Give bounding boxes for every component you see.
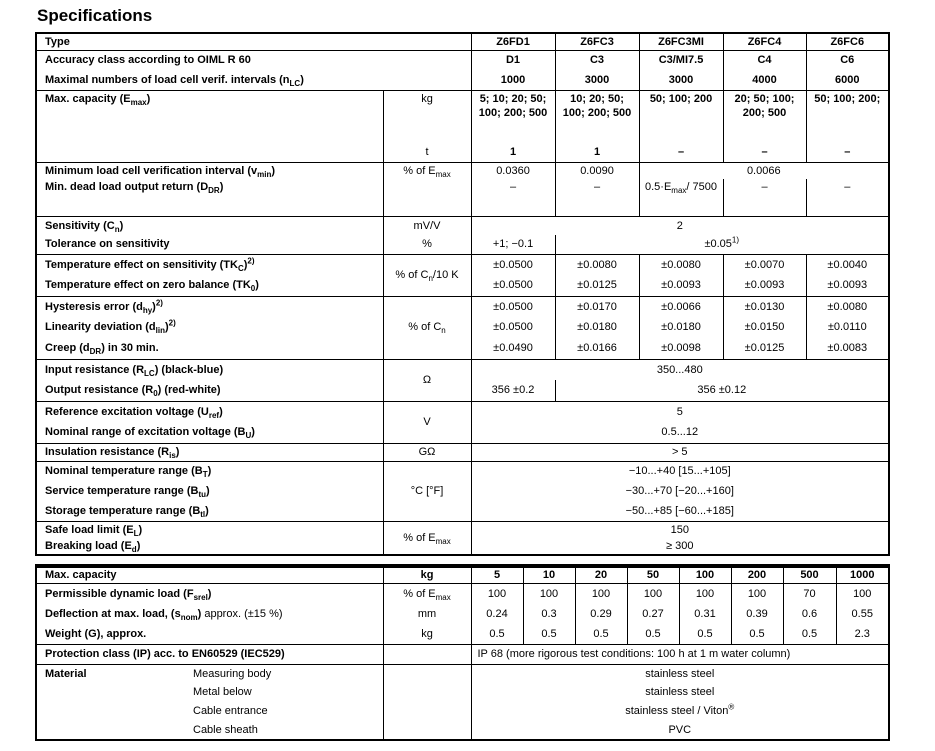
value-cell: 350...480 xyxy=(471,359,889,380)
value-cell: 1 xyxy=(471,142,555,162)
deflection-unit: mm xyxy=(383,604,471,625)
value-cell: – xyxy=(555,179,639,216)
value-cell: ±0.0080 xyxy=(639,254,723,275)
value-cell: 0.0066 xyxy=(639,162,889,179)
value-cell: stainless steel / Viton® xyxy=(471,702,889,721)
value-cell: 5 xyxy=(471,401,889,422)
weight-unit: kg xyxy=(383,625,471,644)
value-cell: – xyxy=(639,142,723,162)
column-header: Z6FC3 xyxy=(555,33,639,50)
column-header: 100 xyxy=(679,566,731,583)
page-title: Specifications xyxy=(37,6,153,25)
value-cell: 0.3 xyxy=(523,604,575,625)
row-safe-load xyxy=(36,521,889,538)
value-cell: C6 xyxy=(806,50,889,70)
material-label xyxy=(36,721,383,740)
column-header: 500 xyxy=(783,566,836,583)
row-dynamic-load xyxy=(36,583,889,604)
value-cell: 0.31 xyxy=(679,604,731,625)
tk0-label: Temperature effect on zero balance $(TK_0)$ xyxy=(45,279,259,294)
row-input-resistance xyxy=(36,359,889,380)
value-cell: ±0.0080 xyxy=(555,254,639,275)
value-cell: ±0.0093 xyxy=(639,275,723,296)
value-cell: 100 xyxy=(523,583,575,604)
material-unit xyxy=(383,683,471,702)
protection-class-label: Protection class (IP) acc. to EN60529 (IEC529) xyxy=(36,644,383,664)
value-cell: ±0.0490 xyxy=(471,338,555,359)
value-cell: ±0.0098 xyxy=(639,338,723,359)
value-cell: D1 xyxy=(471,50,555,70)
material-sub-label: Measuring body xyxy=(193,667,272,680)
hysteresis-label: Hysteresis error $(d_{hy})^{2)}$ xyxy=(36,296,383,317)
value-cell: ±0.0150 xyxy=(723,317,806,338)
value-cell: PVC xyxy=(471,721,889,740)
material-unit xyxy=(383,721,471,740)
value-cell: ≥ 300 xyxy=(471,538,889,555)
column-header: 10 xyxy=(523,566,575,583)
value-cell: – xyxy=(806,179,889,216)
value-cell: 10; 20; 50; 100; 200; 500 xyxy=(555,90,639,142)
storage-temp-label: Storage temperature range $(B_{tl})$ xyxy=(45,504,209,519)
bu-label: Nominal range of excitation voltage $(B_U)$ xyxy=(45,426,255,441)
value-cell: ±0.0040 xyxy=(806,254,889,275)
row-material-measuring-body xyxy=(36,664,889,683)
output-resistance-label: Output resistance $(R_0)$ (red-white) xyxy=(45,384,221,399)
type-label: Type xyxy=(45,35,70,48)
material-unit xyxy=(383,702,471,721)
value-cell: 150 xyxy=(471,521,889,538)
vmin-unit: % of $E_{max}$ xyxy=(383,162,471,179)
dynamic-load-unit: % of $E_{max}$ xyxy=(383,583,471,604)
deflection-label-note: approx. (±15 %) xyxy=(204,608,283,621)
value-cell: 0.5 xyxy=(627,625,679,644)
value-cell: 0.5 xyxy=(523,625,575,644)
material-head: Material xyxy=(45,667,87,680)
row-weight xyxy=(36,625,889,644)
value-cell: 0.6 xyxy=(783,604,836,625)
value-cell: stainless steel xyxy=(471,664,889,683)
value-cell: 100 xyxy=(731,583,783,604)
column-header: 1000 xyxy=(836,566,889,583)
value-cell: > 5 xyxy=(471,443,889,461)
value-cell: ±0.0083 xyxy=(806,338,889,359)
value-cell: ±0.0080 xyxy=(806,296,889,317)
column-header: Z6FC4 xyxy=(723,33,806,50)
value-cell: $\pm 0.05^{1)}$ xyxy=(555,235,889,254)
row-vmin xyxy=(36,162,889,179)
material-unit xyxy=(383,664,471,683)
value-cell: ±0.0500 xyxy=(471,317,555,338)
column-header: 5 xyxy=(471,566,523,583)
value-cell: 100 xyxy=(679,583,731,604)
breaking-load-label: Breaking load $(E_d)$ xyxy=(45,539,141,555)
emax-unit-kg: kg xyxy=(383,90,471,142)
value-cell: ±0.0500 xyxy=(471,254,555,275)
row-nominal-temp xyxy=(36,461,889,481)
value-cell: 1000 xyxy=(471,70,555,90)
column-header: 20 xyxy=(575,566,627,583)
value-cell: ±0.0500 xyxy=(471,296,555,317)
ddr-unit xyxy=(383,179,471,216)
row-emax-kg xyxy=(36,90,889,142)
row-insulation xyxy=(36,443,889,461)
resistance-unit: Ω xyxy=(383,359,471,401)
value-cell: 100 xyxy=(836,583,889,604)
value-cell: 5; 10; 20; 50; 100; 200; 500 xyxy=(471,90,555,142)
value-cell: 3000 xyxy=(555,70,639,90)
row-material-cable-sheath xyxy=(36,721,889,740)
value-cell: ±0.0170 xyxy=(555,296,639,317)
deflection-label: Deflection at max. load, $(s_{nom})$ approx. (±15 %) xyxy=(45,608,283,623)
value-cell: 356 ±0.2 xyxy=(471,380,555,401)
row-sensitivity xyxy=(36,216,889,235)
value-cell: – xyxy=(723,179,806,216)
material-label xyxy=(36,664,383,683)
emax-label: Max. capacity $(E_{max})$ xyxy=(36,90,383,162)
tolerance-label: Tolerance on sensitivity xyxy=(45,238,170,251)
value-cell: 0.5 xyxy=(783,625,836,644)
value-cell: ±0.0066 xyxy=(639,296,723,317)
value-cell: −30...+70 [−20...+160] xyxy=(471,481,889,501)
input-resistance-label: Input resistance $(R_{LC})$ (black-blue) xyxy=(36,359,383,380)
row-protection-class xyxy=(36,644,889,664)
tkc-label: Temperature effect on sensitivity $(TK_C)^{2)}$ xyxy=(36,254,383,275)
row-material-cable-entrance xyxy=(36,702,889,721)
row-uref xyxy=(36,401,889,422)
value-cell: C3/MI7.5 xyxy=(639,50,723,70)
row-material-metal-below xyxy=(36,683,889,702)
row-tolerance xyxy=(36,235,889,254)
value-cell: ±0.0070 xyxy=(723,254,806,275)
capacity-header-unit: kg xyxy=(383,566,471,583)
specifications-table-main xyxy=(35,32,890,556)
service-temp-label: Service temperature range $(B_{tu})$ xyxy=(45,484,210,500)
value-cell: 1 xyxy=(555,142,639,162)
value-cell: 100 xyxy=(575,583,627,604)
ddr-label: Min. dead load output return $(D_{DR})$ xyxy=(45,181,224,196)
tolerance-unit: % xyxy=(383,235,471,254)
value-cell: IP 68 (more rigorous test conditions: 100 h at 1 m water column) xyxy=(471,644,889,664)
value-cell: ±0.0093 xyxy=(723,275,806,296)
value-cell: ±0.0500 xyxy=(471,275,555,296)
insulation-label: Insulation resistance $(R_{is})$ xyxy=(36,443,383,461)
value-cell: 50; 100; 200 xyxy=(639,90,723,142)
value-cell: 0.39 xyxy=(731,604,783,625)
specifications-table-capacity xyxy=(35,564,890,741)
value-cell: 0.5 xyxy=(731,625,783,644)
emax-unit-t: t xyxy=(383,142,471,162)
material-label xyxy=(36,702,383,721)
row-deflection xyxy=(36,604,889,625)
vmin-label: Minimum load cell verification interval $(v_{min})$ xyxy=(36,162,383,179)
dynamic-load-label: Permissible dynamic load $(F_{srel})$ xyxy=(36,583,383,604)
value-cell: 0.5...12 xyxy=(471,422,889,443)
value-cell: 0.0090 xyxy=(555,162,639,179)
value-cell: stainless steel xyxy=(471,683,889,702)
value-cell: 50; 100; 200; xyxy=(806,90,889,142)
row-hysteresis xyxy=(36,296,889,317)
value-cell: ±0.0110 xyxy=(806,317,889,338)
value-cell: – xyxy=(723,142,806,162)
column-header: 200 xyxy=(731,566,783,583)
value-cell: ±0.0125 xyxy=(555,275,639,296)
row-type xyxy=(36,33,889,50)
material-sub-label: Metal below xyxy=(193,686,252,699)
safe-load-unit: % of $E_{max}$ xyxy=(383,521,471,555)
value-cell: C4 xyxy=(723,50,806,70)
column-header: 50 xyxy=(627,566,679,583)
value-cell: 100 xyxy=(627,583,679,604)
column-header: Z6FC6 xyxy=(806,33,889,50)
value-cell: ±0.0166 xyxy=(555,338,639,359)
nlc-label: Maximal numbers of load cell verif. intervals $(n_{LC})$ xyxy=(45,73,304,88)
value-cell: – xyxy=(806,142,889,162)
value-cell: 100 xyxy=(471,583,523,604)
insulation-unit: GΩ xyxy=(383,443,471,461)
row-ddr xyxy=(36,179,889,216)
value-cell: 356 ±0.12 xyxy=(555,380,889,401)
value-cell: $0.5\cdot E_{max}/$ 7500 xyxy=(639,179,723,216)
value-cell: ±0.0125 xyxy=(723,338,806,359)
value-cell: −10...+40 [15...+105] xyxy=(471,461,889,481)
value-cell: 0.29 xyxy=(575,604,627,625)
value-cell: −50...+85 [−60...+185] xyxy=(471,501,889,521)
tk-unit: % of $C_n/10$ K xyxy=(383,254,471,296)
row-nlc xyxy=(36,70,889,90)
uref-label: Reference excitation voltage $(U_{ref})$ xyxy=(36,401,383,422)
row-capacity-header xyxy=(36,566,889,583)
protection-class-unit xyxy=(383,644,471,664)
value-cell: 70 xyxy=(783,583,836,604)
value-cell: 0.5 xyxy=(575,625,627,644)
material-sub-label: Cable entrance xyxy=(193,705,268,718)
value-cell: 0.55 xyxy=(836,604,889,625)
value-cell: 6000 xyxy=(806,70,889,90)
row-accuracy-class xyxy=(36,50,889,70)
value-cell: 2.3 xyxy=(836,625,889,644)
row-tkc xyxy=(36,254,889,275)
sensitivity-label: Sensitivity $(C_n)$ xyxy=(36,216,383,235)
linearity-label: Linearity deviation $(d_{lin})^{2)}$ xyxy=(45,318,176,336)
value-cell: – xyxy=(471,179,555,216)
material-sub-label: Cable sheath xyxy=(193,723,258,736)
voltage-unit: V xyxy=(383,401,471,443)
cn-unit: % of $C_n$ xyxy=(383,296,471,359)
value-cell: ±0.0180 xyxy=(639,317,723,338)
column-header: Z6FC3MI xyxy=(639,33,723,50)
sensitivity-unit: mV/V xyxy=(383,216,471,235)
value-cell: ±0.0093 xyxy=(806,275,889,296)
value-cell: 0.0360 xyxy=(471,162,555,179)
value-cell: 0.5 xyxy=(471,625,523,644)
value-cell: 3000 xyxy=(639,70,723,90)
nominal-temp-label: Nominal temperature range $(B_T)$ xyxy=(36,461,383,481)
column-header: Z6FD1 xyxy=(471,33,555,50)
value-cell: 20; 50; 100; 200; 500 xyxy=(723,90,806,142)
value-cell: 4000 xyxy=(723,70,806,90)
value-cell: 0.24 xyxy=(471,604,523,625)
accuracy-class-label: Accuracy class according to OIML R 60 xyxy=(36,50,471,70)
safe-load-label: Safe load limit $(E_L)$ xyxy=(36,521,383,538)
creep-label: Creep $(d_{DR})$ in 30 min. xyxy=(45,342,159,357)
value-cell: +1; −0.1 xyxy=(471,235,555,254)
value-cell: 0.5 xyxy=(679,625,731,644)
value-cell: 0.27 xyxy=(627,604,679,625)
temperature-unit: °C [°F] xyxy=(383,461,471,521)
value-cell: ±0.0180 xyxy=(555,317,639,338)
value-cell: 2 xyxy=(471,216,889,235)
value-cell: C3 xyxy=(555,50,639,70)
material-label xyxy=(36,683,383,702)
value-cell: ±0.0130 xyxy=(723,296,806,317)
capacity-header-label: Max. capacity xyxy=(45,569,117,582)
weight-label: Weight (G), approx. xyxy=(45,628,147,641)
